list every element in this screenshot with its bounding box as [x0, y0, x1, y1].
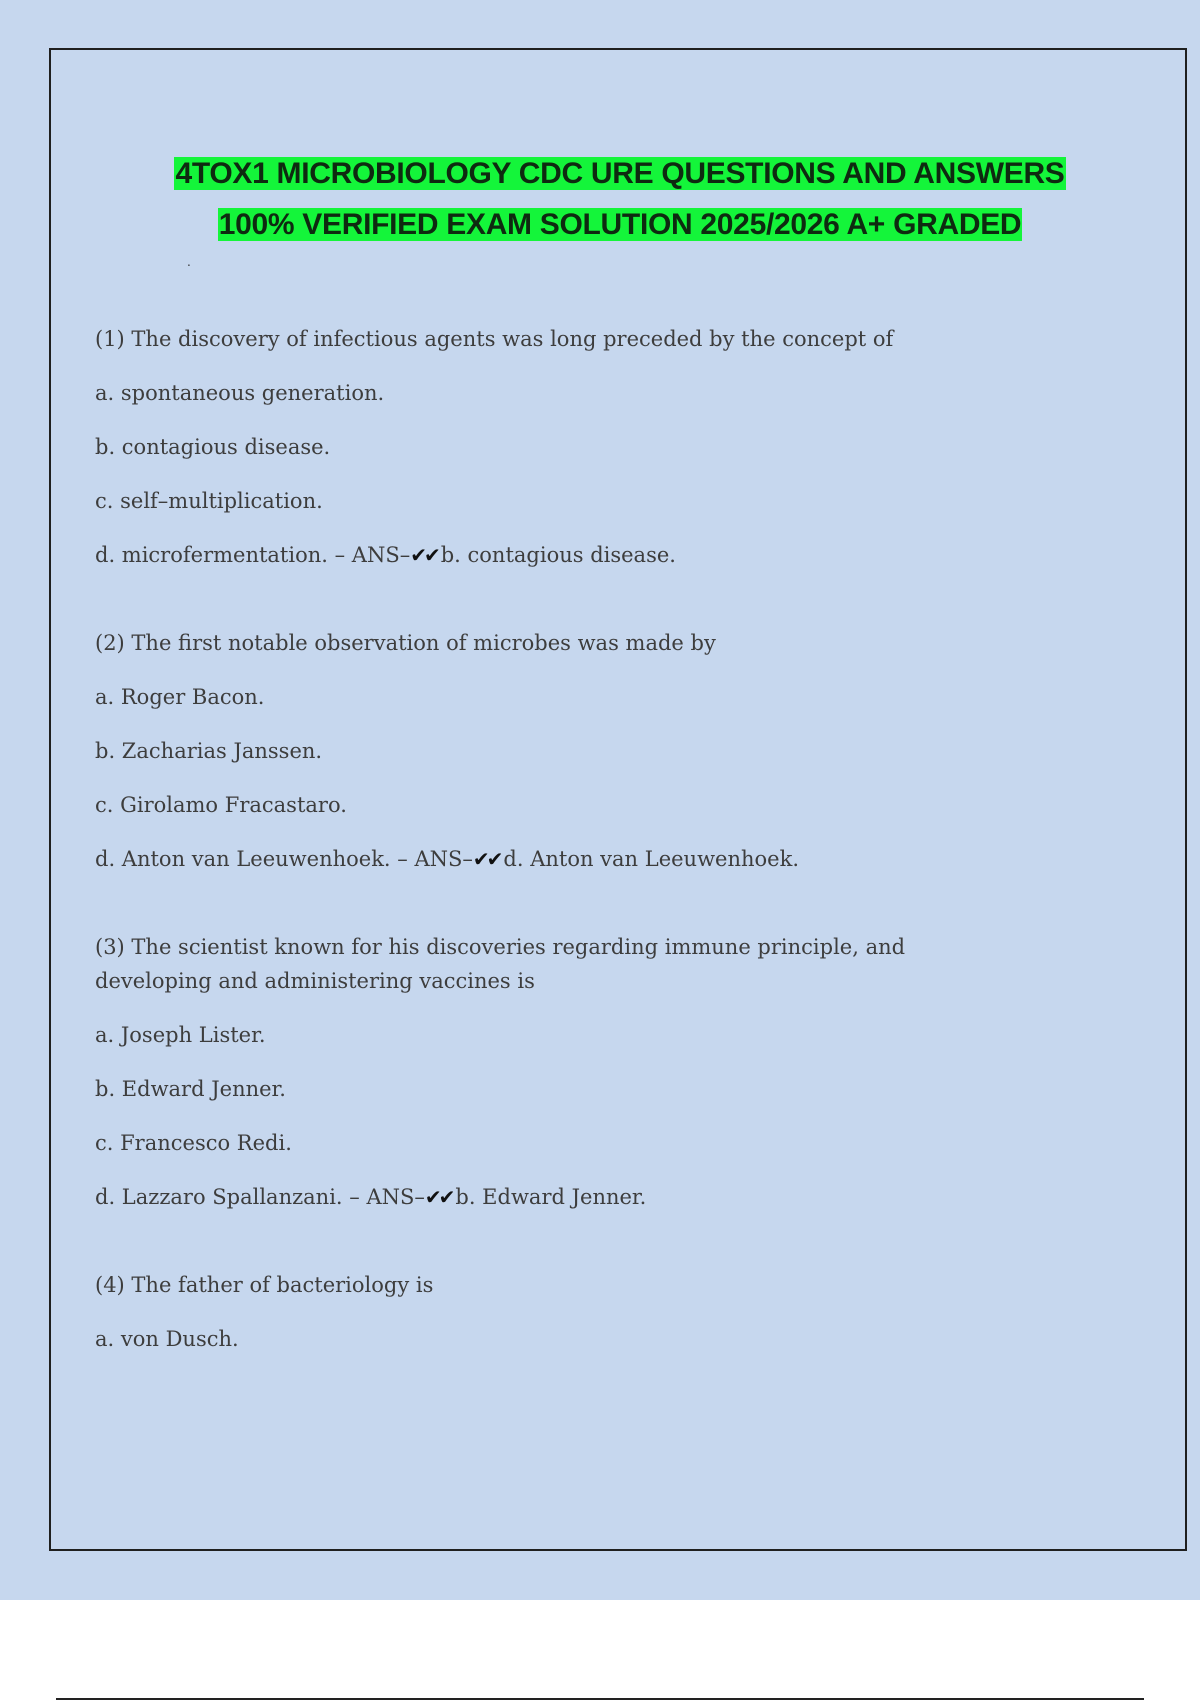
option-text: c. Francesco Redi.: [95, 1131, 292, 1155]
option-text: c. Girolamo Fracastaro.: [95, 793, 347, 817]
answer-option: [95, 842, 1055, 876]
answer-option: [95, 1322, 1055, 1356]
question-list: [95, 322, 1055, 1410]
answer-option: [95, 680, 1055, 714]
answer-option: [95, 376, 1055, 410]
check-mark-icon: ✔✔: [424, 1185, 453, 1209]
correct-answer: b. contagious disease.: [440, 543, 676, 567]
question-4: [95, 1268, 1055, 1356]
answer-option: [95, 484, 1055, 518]
option-text: d. Lazzaro Spallanzani.: [95, 1185, 343, 1209]
answer-prefix: – ANS–: [327, 543, 411, 567]
option-text: a. Joseph Lister.: [95, 1023, 266, 1047]
answer-option: [95, 1018, 1055, 1052]
answer-prefix: – ANS–: [342, 1185, 425, 1209]
title-line-1: 4TOX1 MICROBIOLOGY CDC URE QUESTIONS AND ANSWERS: [175, 157, 1065, 190]
answer-prefix: – ANS–: [390, 847, 473, 871]
question-stem: (1) The discovery of infectious agents was long preceded by the concept of: [95, 327, 894, 351]
option-text: b. contagious disease.: [95, 435, 331, 459]
question-stem: (2) The first notable observation of microbes was made by: [95, 631, 716, 655]
answer-option: [95, 430, 1055, 464]
option-text: a. Roger Bacon.: [95, 685, 265, 709]
question-3: [95, 930, 1055, 1214]
question-1: [95, 322, 1055, 572]
option-text: a. spontaneous generation.: [95, 381, 385, 405]
option-text: a. von Dusch.: [95, 1327, 239, 1351]
document-title: [51, 148, 1189, 250]
option-text: c. self–multiplication.: [95, 489, 323, 513]
answer-option: [95, 788, 1055, 822]
option-text: d. Anton van Leeuwenhoek.: [95, 847, 391, 871]
question-stem: (3) The scientist known for his discoveries regarding immune principle, and developing and administering vaccines is: [95, 935, 906, 993]
question-2: [95, 626, 1055, 876]
question-stem: (4) The father of bacteriology is: [95, 1273, 434, 1297]
answer-option: [95, 734, 1055, 768]
check-mark-icon: ✔✔: [472, 847, 501, 871]
title-line-2: 100% VERIFIED EXAM SOLUTION 2025/2026 A+ GRADED: [218, 208, 1022, 241]
option-text: b. Edward Jenner.: [95, 1077, 286, 1101]
correct-answer: b. Edward Jenner.: [455, 1185, 647, 1209]
option-text: b. Zacharias Janssen.: [95, 739, 323, 763]
answer-option: [95, 538, 1055, 572]
stray-mark: .: [187, 255, 191, 269]
answer-option: [95, 1126, 1055, 1160]
answer-option: [95, 1072, 1055, 1106]
option-text: d. microfermentation.: [95, 543, 328, 567]
answer-option: [95, 1180, 1055, 1214]
check-mark-icon: ✔✔: [410, 543, 438, 567]
correct-answer: d. Anton van Leeuwenhoek.: [503, 847, 800, 871]
